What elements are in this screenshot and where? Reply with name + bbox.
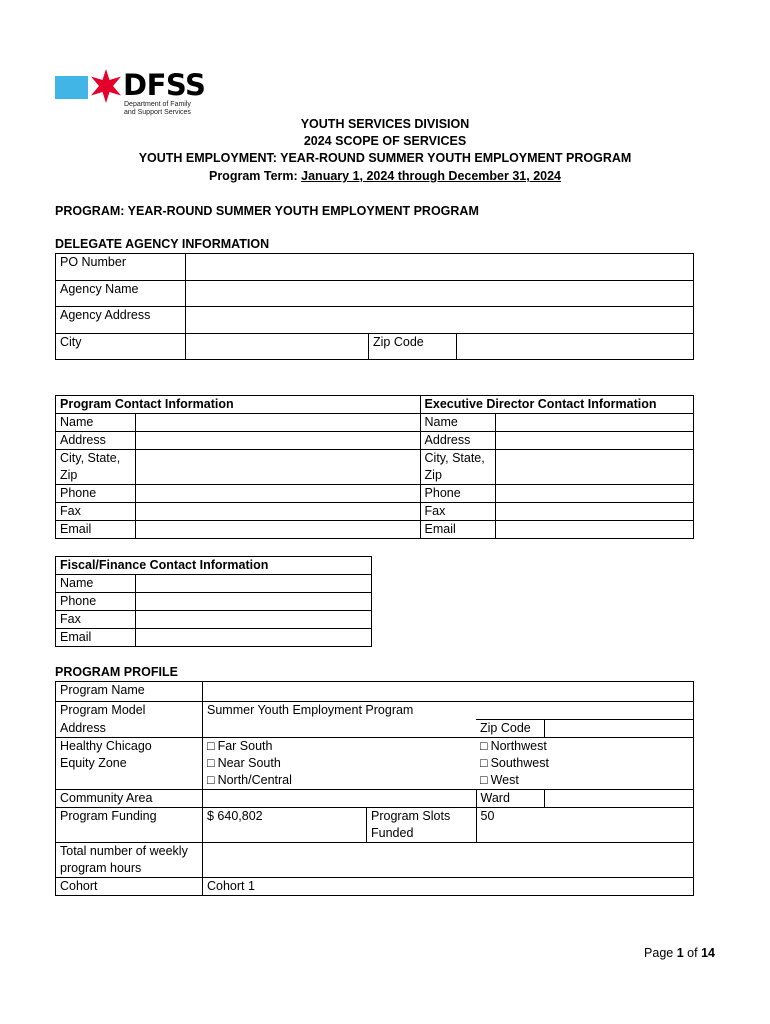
fc-email-label: Email: [56, 629, 136, 647]
slots-funded-value: 50: [476, 808, 694, 843]
program-name-label: Program Name: [56, 682, 203, 702]
pc-email-label: Email: [56, 521, 136, 539]
cohort-label: Cohort: [56, 878, 203, 896]
delegate-table: [55, 253, 694, 360]
ward-field[interactable]: [545, 790, 694, 808]
profile-heading: PROGRAM PROFILE: [55, 665, 178, 679]
logo-blue-square: [55, 76, 88, 99]
cohort-value: Cohort 1: [203, 878, 694, 896]
ed-name-label: Name: [420, 414, 495, 432]
community-area-label: Community Area: [56, 790, 203, 808]
checkbox-icon: □: [207, 739, 215, 753]
program-term: [0, 169, 770, 183]
checkbox-icon: □: [207, 756, 215, 770]
delegate-heading: DELEGATE AGENCY INFORMATION: [55, 237, 270, 251]
address-field[interactable]: [203, 720, 477, 738]
scope-title: 2024 SCOPE OF SERVICES: [303, 134, 467, 148]
po-number-label: PO Number: [56, 254, 186, 281]
program-funding-value: $ 640,802: [203, 808, 367, 843]
program-model-label: Program Model: [56, 702, 203, 720]
weekly-hours-label: Total number of weekly program hours: [56, 843, 203, 878]
zone-northwest[interactable]: □ Northwest: [480, 739, 547, 753]
equity-zones-col1: [203, 738, 477, 790]
pc-phone-field[interactable]: [136, 485, 421, 503]
fc-fax-label: Fax: [56, 611, 136, 629]
city-field[interactable]: [186, 334, 369, 360]
logo-text: DFSS: [123, 68, 206, 102]
weekly-hours-field[interactable]: [203, 843, 694, 878]
pc-email-field[interactable]: [136, 521, 421, 539]
fc-fax-field[interactable]: [136, 611, 372, 629]
program-contact-heading: Program Contact Information: [56, 396, 421, 414]
contacts-table: [55, 395, 694, 539]
checkbox-icon: □: [480, 739, 488, 753]
program-model-value: Summer Youth Employment Program: [203, 702, 694, 720]
agency-name-field[interactable]: [186, 281, 694, 307]
zone-near-south[interactable]: □ Near South: [207, 756, 281, 770]
ed-email-field[interactable]: [495, 521, 693, 539]
zone-far-south[interactable]: □ Far South: [207, 739, 273, 753]
zip-code-field[interactable]: [457, 334, 694, 360]
profile-table: [55, 681, 694, 896]
ed-phone-field[interactable]: [495, 485, 693, 503]
pc-fax-field[interactable]: [136, 503, 421, 521]
program-term-value: January 1, 2024 through December 31, 2024: [301, 169, 562, 183]
ed-city-field[interactable]: [495, 450, 693, 485]
address-label: Address: [56, 720, 203, 738]
star-icon: [88, 68, 124, 104]
agency-address-label: Agency Address: [56, 307, 186, 334]
ward-label: Ward: [476, 790, 545, 808]
page-number: Page 1 of 14: [644, 946, 715, 960]
pc-fax-label: Fax: [56, 503, 136, 521]
ed-name-field[interactable]: [495, 414, 693, 432]
ed-fax-label: Fax: [420, 503, 495, 521]
zip-code-label: Zip Code: [369, 334, 457, 360]
profile-zip-label: Zip Code: [476, 720, 545, 738]
dfss-logo: [55, 68, 205, 120]
program-line: PROGRAM: YEAR-ROUND SUMMER YOUTH EMPLOYMENT PROGRAM: [55, 204, 479, 218]
ed-address-field[interactable]: [495, 432, 693, 450]
pc-phone-label: Phone: [56, 485, 136, 503]
fc-email-field[interactable]: [136, 629, 372, 647]
pc-name-label: Name: [56, 414, 136, 432]
checkbox-icon: □: [480, 756, 488, 770]
fiscal-contact-table: [55, 556, 372, 647]
pc-address-field[interactable]: [136, 432, 421, 450]
pc-address-label: Address: [56, 432, 136, 450]
profile-zip-field[interactable]: [545, 720, 694, 738]
ed-fax-field[interactable]: [495, 503, 693, 521]
fc-name-field[interactable]: [136, 575, 372, 593]
zone-southwest[interactable]: □ Southwest: [480, 756, 549, 770]
pc-city-label: City, State, Zip: [56, 450, 136, 485]
pc-name-field[interactable]: [136, 414, 421, 432]
fc-name-label: Name: [56, 575, 136, 593]
pc-city-field[interactable]: [136, 450, 421, 485]
fc-phone-field[interactable]: [136, 593, 372, 611]
city-label: City: [56, 334, 186, 360]
checkbox-icon: □: [207, 773, 215, 787]
community-area-field[interactable]: [203, 790, 477, 808]
zone-west[interactable]: □ West: [480, 773, 519, 787]
agency-address-field[interactable]: [186, 307, 694, 334]
program-funding-label: Program Funding: [56, 808, 203, 843]
ed-phone-label: Phone: [420, 485, 495, 503]
ed-email-label: Email: [420, 521, 495, 539]
slots-funded-label: Program Slots Funded: [367, 808, 477, 843]
logo-subtitle: Department of Family and Support Services: [124, 101, 191, 116]
fiscal-contact-heading: Fiscal/Finance Contact Information: [56, 557, 372, 575]
fc-phone-label: Phone: [56, 593, 136, 611]
ed-address-label: Address: [420, 432, 495, 450]
program-term-label: Program Term:: [208, 169, 298, 183]
program-name-field[interactable]: [203, 682, 694, 702]
zone-north-central[interactable]: □ North/Central: [207, 773, 292, 787]
ed-city-label: City, State, Zip: [420, 450, 495, 485]
equity-zones-col2: [476, 738, 694, 790]
checkbox-icon: □: [480, 773, 488, 787]
division-title: YOUTH SERVICES DIVISION: [300, 117, 470, 131]
program-title: YOUTH EMPLOYMENT: YEAR-ROUND SUMMER YOUTH EMPLOYMENT PROGRAM: [138, 151, 632, 165]
exec-contact-heading: Executive Director Contact Information: [420, 396, 693, 414]
equity-zone-label: Healthy Chicago Equity Zone: [56, 738, 203, 790]
agency-name-label: Agency Name: [56, 281, 186, 307]
po-number-field[interactable]: [186, 254, 694, 281]
